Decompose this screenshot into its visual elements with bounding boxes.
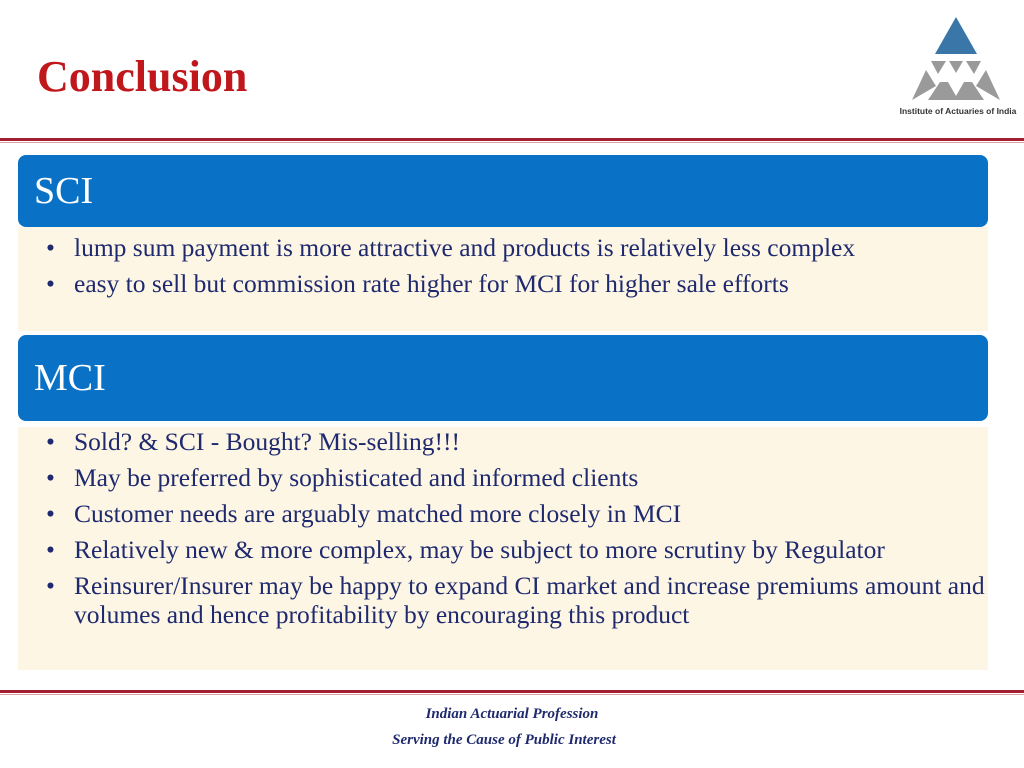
bullet-item: • May be preferred by sophisticated and informed clients	[74, 463, 988, 499]
header-divider	[0, 138, 1024, 141]
sci-bullet-list	[18, 233, 988, 305]
logo-mark-icon	[898, 14, 1018, 106]
footer-organization: Indian Actuarial Profession	[425, 706, 599, 722]
mci-heading: MCI	[34, 357, 106, 399]
sci-heading-bar	[18, 155, 988, 227]
bullet-item: • Sold? & SCI - Bought? Mis-selling!!!	[74, 427, 988, 463]
header-divider-shadow	[0, 142, 1024, 143]
slide-title: Conclusion	[37, 52, 248, 101]
bullet-item: • easy to sell but commission rate higher for MCI for higher sale efforts	[74, 269, 988, 305]
mci-bullet-list	[18, 427, 988, 636]
mci-heading-bar	[18, 335, 988, 421]
footer-divider-shadow	[0, 694, 1024, 695]
bullet-item: • Customer needs are arguably matched more closely in MCI	[74, 499, 988, 535]
bullet-item: • lump sum payment is more attractive and products is relatively less complex	[74, 233, 988, 269]
sci-content-box	[18, 227, 988, 331]
footer-divider	[0, 690, 1024, 693]
logo-caption: Institute of Actuaries of India	[899, 106, 1017, 116]
bullet-item: • Reinsurer/Insurer may be happy to expand CI market and increase premiums amount and volumes and hence profitability by encouraging this product	[74, 571, 988, 636]
mci-content-box	[18, 427, 988, 670]
footer-tagline: Serving the Cause of Public Interest	[392, 732, 616, 748]
institute-logo	[898, 14, 1018, 122]
bullet-item: • Relatively new & more complex, may be subject to more scrutiny by Regulator	[74, 535, 988, 571]
sci-heading: SCI	[34, 170, 94, 212]
